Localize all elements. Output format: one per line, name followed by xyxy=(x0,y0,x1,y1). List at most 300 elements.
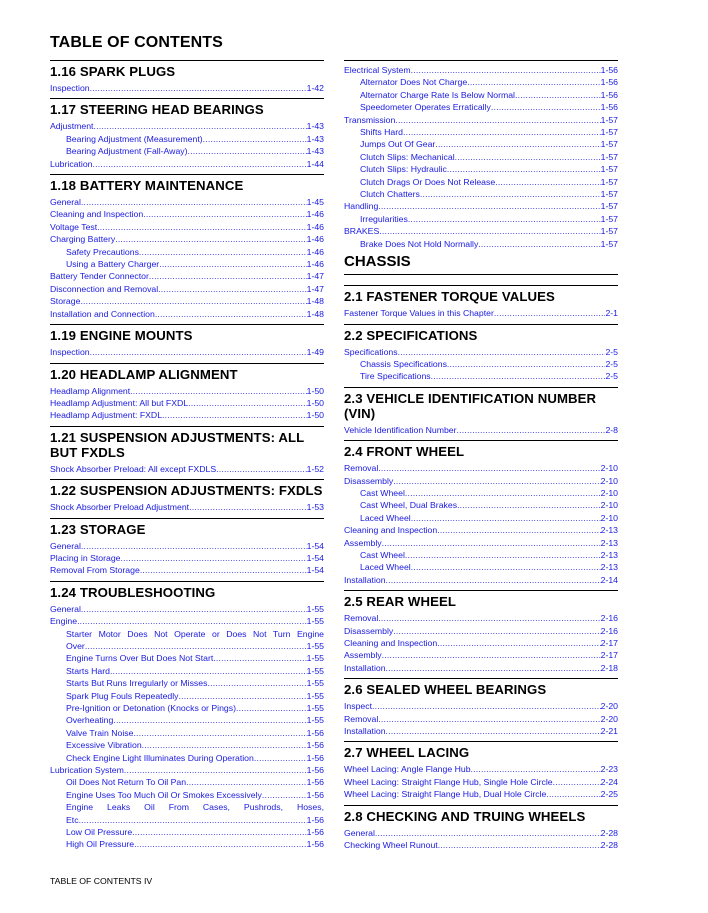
toc-entry-link[interactable] xyxy=(50,552,324,564)
toc-entry-label: Oil Does Not Return To Oil Pan xyxy=(66,777,187,788)
toc-entry-wrapped-line[interactable]: Starter Motor Does Not Operate or Does Not Turn Engine xyxy=(66,628,324,639)
dot-leader xyxy=(158,283,306,295)
toc-entry-wrapped-line[interactable]: Engine Leaks Oil From Cases, Pushrods, Hoses, xyxy=(66,802,324,813)
toc-entry-page: 1-56 xyxy=(306,765,324,776)
toc-entry-page: 1-57 xyxy=(600,213,618,224)
toc-entry-label: Starts But Runs Irregularly or Misses xyxy=(66,678,208,689)
toc-entry-label: Wheel Lacing: Angle Flange Hub xyxy=(344,764,471,775)
toc-entry-label: Placing in Storage xyxy=(50,552,121,563)
toc-entry-page: 1-56 xyxy=(600,65,618,75)
toc-entry-link[interactable] xyxy=(344,346,618,358)
dot-leader xyxy=(478,238,600,250)
dot-leader xyxy=(405,549,601,561)
toc-entry-link[interactable] xyxy=(50,690,324,702)
toc-entry-link[interactable] xyxy=(50,308,324,320)
toc-section xyxy=(50,581,324,851)
toc-entry-link[interactable] xyxy=(50,385,324,397)
toc-entry-link[interactable] xyxy=(344,64,618,76)
dot-leader xyxy=(113,714,306,726)
toc-entry-link[interactable] xyxy=(344,700,618,712)
toc-entry-label: General xyxy=(344,827,375,838)
dot-leader xyxy=(435,138,600,150)
toc-entry-label: Voltage Test xyxy=(50,221,98,232)
toc-entry-label: High Oil Pressure xyxy=(66,839,135,850)
toc-entry-link[interactable] xyxy=(344,612,618,624)
toc-entry-link[interactable] xyxy=(50,295,324,307)
toc-entry-page: 2-10 xyxy=(600,512,618,523)
dot-leader xyxy=(90,346,307,358)
toc-entry-link[interactable] xyxy=(344,561,618,573)
toc-entry-page: 2-21 xyxy=(600,726,618,737)
dot-leader xyxy=(395,114,600,126)
toc-entry-page: 1-56 xyxy=(306,789,324,800)
toc-entry-link[interactable] xyxy=(344,89,618,101)
toc-entry-link[interactable] xyxy=(344,370,618,382)
toc-entry-label: Low Oil Pressure xyxy=(66,827,133,838)
toc-entry-page: 2-17 xyxy=(600,638,618,648)
toc-entry-label: Clutch Slips: Hydraulic xyxy=(360,164,447,175)
toc-entry-page: 1-55 xyxy=(306,678,324,689)
section-heading: 1.19 ENGINE MOUNTS xyxy=(50,324,324,343)
toc-entry-page: 1-56 xyxy=(306,814,324,825)
toc-entry-page: 1-56 xyxy=(306,777,324,788)
toc-entry-page: 1-50 xyxy=(306,385,324,396)
toc-entry-link[interactable] xyxy=(50,714,324,726)
toc-entry-page: 1-46 xyxy=(306,234,324,245)
dot-leader xyxy=(378,462,600,474)
dot-leader xyxy=(386,662,601,674)
section-heading: 2.3 VEHICLE IDENTIFICATION NUMBER (VIN) xyxy=(344,387,618,421)
toc-entry-link[interactable] xyxy=(344,462,618,474)
toc-entry-page: 2-16 xyxy=(600,625,618,636)
toc-entry-link[interactable] xyxy=(50,283,324,295)
toc-entry-page: 2-13 xyxy=(600,537,618,548)
toc-entry-label: Disassembly xyxy=(344,625,394,636)
dot-leader xyxy=(393,475,600,487)
toc-entry-link[interactable] xyxy=(50,409,324,421)
toc-entry-link[interactable] xyxy=(344,213,618,225)
toc-entry-page: 1-50 xyxy=(306,410,324,421)
toc-entry-link[interactable] xyxy=(344,713,618,725)
toc-entry-list xyxy=(50,196,324,320)
dot-leader xyxy=(80,295,306,307)
toc-entry-page: 1-55 xyxy=(306,665,324,676)
toc-entry-page: 1-57 xyxy=(600,189,618,200)
dot-leader xyxy=(133,727,306,739)
toc-entry-list xyxy=(344,424,618,436)
toc-entry-label: Headlamp Alignment xyxy=(50,385,131,396)
toc-entry-page: 2-5 xyxy=(605,371,618,382)
toc-entry-link[interactable] xyxy=(344,163,618,175)
toc-entry-list xyxy=(344,346,618,383)
toc-entry-page: 1-57 xyxy=(600,151,618,162)
toc-entry-link[interactable] xyxy=(344,649,618,661)
toc-entry-label: Check Engine Light Illuminates During Operation xyxy=(66,752,254,763)
toc-entry-label: General xyxy=(50,603,81,614)
toc-entry-link[interactable] xyxy=(50,764,324,776)
toc-entry-list xyxy=(344,307,618,319)
toc-entry-page: 1-55 xyxy=(306,640,324,651)
dot-leader xyxy=(438,839,601,851)
toc-entry-label: Cast Wheel xyxy=(360,487,405,498)
toc-entry-link[interactable] xyxy=(50,540,324,552)
section-heading: 2.6 SEALED WHEEL BEARINGS xyxy=(344,678,618,697)
toc-entry-link[interactable] xyxy=(344,549,618,561)
toc-entry-page: 1-46 xyxy=(306,246,324,257)
toc-right-column xyxy=(344,60,618,851)
toc-section xyxy=(344,285,618,319)
toc-entry-label: Wheel Lacing: Straight Flange Hub, Single Hole Circle xyxy=(344,776,553,787)
toc-entry-link[interactable] xyxy=(344,138,618,150)
toc-section xyxy=(344,678,618,737)
toc-entry-page: 1-57 xyxy=(600,176,618,187)
toc-entry-link[interactable] xyxy=(50,776,324,788)
dot-leader xyxy=(93,158,307,170)
toc-entry-link[interactable] xyxy=(50,346,324,358)
dot-leader xyxy=(491,101,601,113)
toc-entry-page: 1-56 xyxy=(306,752,324,763)
section-heading: 2.2 SPECIFICATIONS xyxy=(344,324,618,343)
toc-entry-link[interactable] xyxy=(344,176,618,188)
toc-entry-label: Engine xyxy=(50,616,78,627)
dot-leader xyxy=(236,702,307,714)
toc-entry-link[interactable] xyxy=(344,524,618,536)
toc-entry-page: 2-28 xyxy=(600,840,618,851)
section-heading: 1.16 SPARK PLUGS xyxy=(50,60,324,79)
toc-entry-link[interactable] xyxy=(344,839,618,851)
dot-leader xyxy=(457,499,601,511)
toc-entry-label: Assembly xyxy=(344,537,382,548)
toc-entry-label: Headlamp Adjustment: FXDL xyxy=(50,410,163,421)
toc-entry-label: Transmission xyxy=(344,114,396,125)
toc-entry-link[interactable] xyxy=(344,574,618,586)
toc-entry-page: 2-8 xyxy=(605,424,618,435)
toc-entry-link[interactable] xyxy=(50,501,324,513)
toc-entry-label: Installation and Connection xyxy=(50,308,155,319)
toc-entry-link[interactable] xyxy=(344,424,618,436)
page-title: TABLE OF CONTENTS xyxy=(50,34,223,51)
toc-entry-link[interactable] xyxy=(344,188,618,200)
toc-section xyxy=(344,741,618,800)
toc-entry-list xyxy=(344,700,618,737)
toc-entry-page: 2-13 xyxy=(600,562,618,573)
toc-entry-link[interactable] xyxy=(344,776,618,788)
toc-entry-link[interactable] xyxy=(344,114,618,126)
dot-leader xyxy=(121,552,307,564)
toc-entry-label: Safety Precautions xyxy=(66,246,139,257)
toc-entry-page: 1-56 xyxy=(306,827,324,838)
toc-entry-list xyxy=(50,82,324,94)
toc-entry-label: Shock Absorber Preload: All except FXDLS xyxy=(50,463,217,474)
toc-entry-link[interactable] xyxy=(50,208,324,220)
toc-entry-label: Lubrication xyxy=(50,158,93,169)
toc-entry-label: Excessive Vibration xyxy=(66,740,142,751)
dot-leader xyxy=(375,827,601,839)
dot-leader xyxy=(85,640,307,652)
dot-leader xyxy=(411,561,601,573)
toc-entry-label: Starts Hard xyxy=(66,665,110,676)
toc-entry-link[interactable] xyxy=(344,512,618,524)
toc-entry-label: Cleaning and Inspection xyxy=(50,209,144,220)
toc-entry-link[interactable] xyxy=(50,221,324,233)
dot-leader xyxy=(494,307,606,319)
toc-section xyxy=(50,98,324,170)
dot-leader xyxy=(162,409,307,421)
dot-leader xyxy=(437,524,600,536)
dot-leader xyxy=(134,838,307,850)
toc-entry-page: 1-55 xyxy=(306,616,324,627)
dot-leader xyxy=(382,537,601,549)
toc-entry-link[interactable] xyxy=(50,615,324,627)
dot-leader xyxy=(213,652,306,664)
toc-entry-list xyxy=(344,64,618,250)
dot-leader xyxy=(132,826,306,838)
section-heading: 2.7 WHEEL LACING xyxy=(344,741,618,760)
toc-entry-list xyxy=(50,603,324,851)
toc-entry-page: 2-1 xyxy=(605,308,618,319)
dot-leader xyxy=(81,196,307,208)
toc-entry-list xyxy=(50,346,324,358)
toc-entry-page: 1-53 xyxy=(306,502,324,513)
toc-entry-link[interactable] xyxy=(50,120,324,132)
toc-section xyxy=(50,363,324,422)
toc-entry-label: Specifications xyxy=(344,346,398,357)
toc-entry-page: 2-5 xyxy=(605,346,618,357)
dot-leader xyxy=(437,637,600,649)
toc-entry-page: 1-48 xyxy=(306,308,324,319)
toc-entry-page: 1-56 xyxy=(306,839,324,850)
toc-entry-link[interactable] xyxy=(344,101,618,113)
toc-entry-page: 1-56 xyxy=(306,740,324,751)
toc-entry-page: 1-57 xyxy=(600,201,618,212)
dot-leader xyxy=(378,713,600,725)
dot-leader xyxy=(411,512,601,524)
toc-entry-label: Clutch Slips: Mechanical xyxy=(360,151,455,162)
toc-entry-label: Tire Specifications xyxy=(360,371,431,382)
toc-entry-link[interactable] xyxy=(344,637,618,649)
dot-leader xyxy=(188,145,307,157)
toc-entry-link[interactable] xyxy=(50,158,324,170)
toc-entry-link[interactable] xyxy=(344,151,618,163)
toc-entry-label: Laced Wheel xyxy=(360,512,411,523)
toc-entry-page: 1-57 xyxy=(600,139,618,150)
toc-entry-label: Lubrication System xyxy=(50,765,124,776)
toc-entry-link[interactable] xyxy=(50,677,324,689)
toc-entry-page: 2-28 xyxy=(600,827,618,838)
toc-entry-link[interactable] xyxy=(50,270,324,282)
toc-section xyxy=(344,440,618,586)
toc-entry-label: Pre-Ignition or Detonation (Knocks or Pings) xyxy=(66,703,236,713)
toc-entry-page: 1-56 xyxy=(600,89,618,100)
toc-entry-label: Using a Battery Charger xyxy=(66,259,160,270)
toc-entry-label: Spark Plug Fouls Repeatedly xyxy=(66,690,179,701)
toc-entry-link[interactable] xyxy=(50,246,324,258)
toc-entry-label: Over xyxy=(66,640,85,651)
toc-entry-link[interactable] xyxy=(344,238,618,250)
toc-entry-link[interactable] xyxy=(50,603,324,615)
toc-entry-link[interactable] xyxy=(50,814,324,826)
dot-leader xyxy=(379,225,600,237)
toc-entry-link[interactable] xyxy=(50,752,324,764)
dot-leader xyxy=(124,764,307,776)
toc-entry-page: 1-56 xyxy=(600,102,618,113)
toc-entry-link[interactable] xyxy=(344,225,618,237)
toc-entry-link[interactable] xyxy=(344,487,618,499)
section-heading: 1.24 TROUBLESHOOTING xyxy=(50,581,324,600)
toc-entry-link[interactable] xyxy=(344,827,618,839)
section-heading: 1.20 HEADLAMP ALIGNMENT xyxy=(50,363,324,382)
toc-entry-link[interactable] xyxy=(344,307,618,319)
toc-entry-link[interactable] xyxy=(344,725,618,737)
toc-entry-link[interactable] xyxy=(50,826,324,838)
toc-entry-label: Removal From Storage xyxy=(50,565,140,576)
toc-entry-label: Inspection xyxy=(50,347,90,358)
toc-entry-link[interactable] xyxy=(50,463,324,475)
toc-entry-link[interactable] xyxy=(50,233,324,245)
toc-entry-link[interactable] xyxy=(50,133,324,145)
toc-section xyxy=(344,590,618,674)
dot-leader xyxy=(79,814,307,826)
toc-entry-page: 2-18 xyxy=(600,662,618,673)
toc-entry-link[interactable] xyxy=(50,145,324,157)
toc-entry-link[interactable] xyxy=(344,126,618,138)
toc-entry-link[interactable] xyxy=(50,727,324,739)
section-heading: 1.22 SUSPENSION ADJUSTMENTS: FXDLS xyxy=(50,479,324,498)
dot-leader xyxy=(382,649,601,661)
toc-entry-label: Adjustment xyxy=(50,121,94,132)
toc-entry-label: General xyxy=(50,540,81,551)
toc-entry-link[interactable] xyxy=(50,258,324,270)
toc-entry-page: 1-55 xyxy=(306,690,324,701)
toc-entry-label: Removal xyxy=(344,713,379,724)
toc-entry-link[interactable] xyxy=(50,739,324,751)
toc-entry-page: 1-44 xyxy=(306,158,324,169)
dot-leader xyxy=(420,188,601,200)
toc-entry-link[interactable] xyxy=(344,200,618,212)
toc-section xyxy=(344,324,618,383)
toc-entry-label: Checking Wheel Runout xyxy=(344,840,438,851)
toc-entry-page: 2-20 xyxy=(600,701,618,712)
toc-entry-link[interactable] xyxy=(344,788,618,800)
toc-entry-label: Clutch Chatters xyxy=(360,189,420,200)
toc-entry-list xyxy=(344,612,618,674)
toc-entry-label: Jumps Out Of Gear xyxy=(360,139,436,150)
toc-entry-label: Headlamp Adjustment: All but FXDL xyxy=(50,397,189,408)
toc-entry-link[interactable] xyxy=(50,82,324,94)
toc-entry-link[interactable] xyxy=(50,838,324,850)
toc-entry-label: Disassembly xyxy=(344,475,394,486)
dot-leader xyxy=(403,126,601,138)
toc-entry-link[interactable] xyxy=(50,652,324,664)
chapter-title: CHASSIS xyxy=(344,253,618,275)
dot-leader xyxy=(411,64,601,76)
toc-entry-label: Battery Tender Connector xyxy=(50,271,149,282)
dot-leader xyxy=(97,221,306,233)
dot-leader xyxy=(386,574,601,586)
toc-entry-page: 1-57 xyxy=(600,238,618,249)
dot-leader xyxy=(142,739,307,751)
section-heading: 2.4 FRONT WHEEL xyxy=(344,440,618,459)
toc-entry-label: Speedometer Operates Erratically xyxy=(360,102,491,113)
dot-leader xyxy=(93,120,306,132)
toc-entry-page: 1-55 xyxy=(306,653,324,664)
toc-entry-link[interactable] xyxy=(50,196,324,208)
toc-section xyxy=(344,64,618,250)
toc-entry-page: 1-49 xyxy=(306,347,324,358)
toc-entry-link[interactable] xyxy=(344,537,618,549)
dot-leader xyxy=(203,133,307,145)
toc-left-column xyxy=(50,60,324,851)
dot-leader xyxy=(386,725,601,737)
toc-entry-list xyxy=(50,385,324,422)
toc-entry-link[interactable] xyxy=(50,702,324,714)
toc-entry-label: Vehicle Identification Number xyxy=(344,424,457,435)
toc-entry-link[interactable] xyxy=(344,475,618,487)
toc-section xyxy=(50,60,324,94)
toc-entry-label: Valve Train Noise xyxy=(66,727,134,738)
toc-entry-link[interactable] xyxy=(344,499,618,511)
toc-entry-label: Handling xyxy=(344,201,379,212)
toc-entry-page: 1-43 xyxy=(306,121,324,132)
toc-entry-page: 2-23 xyxy=(600,764,618,775)
toc-entry-list xyxy=(344,827,618,852)
toc-entry-link[interactable] xyxy=(344,625,618,637)
toc-entry-page: 1-54 xyxy=(306,540,324,551)
page-footer: TABLE OF CONTENTS IV xyxy=(50,876,153,886)
toc-entry-link[interactable] xyxy=(50,397,324,409)
dot-leader xyxy=(393,625,600,637)
toc-entry-link[interactable] xyxy=(344,358,618,370)
dot-leader xyxy=(408,213,601,225)
dot-leader xyxy=(186,776,307,788)
toc-entry-page: 2-24 xyxy=(600,776,618,787)
toc-entry-link[interactable] xyxy=(50,640,324,652)
toc-entry-label: Inspect xyxy=(344,701,373,712)
toc-entry-link[interactable] xyxy=(50,564,324,576)
toc-entry-label: General xyxy=(50,197,81,208)
toc-entry-label: Removal xyxy=(344,613,379,624)
section-heading: 2.1 FASTENER TORQUE VALUES xyxy=(344,285,618,304)
toc-entry-page: 2-14 xyxy=(600,574,618,585)
toc-entry-page: 1-43 xyxy=(306,133,324,144)
dot-leader xyxy=(188,397,307,409)
toc-entry-page: 1-46 xyxy=(306,221,324,232)
dot-leader xyxy=(495,176,600,188)
section-heading: 2.8 CHECKING AND TRUING WHEELS xyxy=(344,805,618,824)
dot-leader xyxy=(471,763,601,775)
toc-entry-label: Engine Uses Too Much Oil Or Smokes Excessively xyxy=(66,789,262,800)
dot-leader xyxy=(447,358,606,370)
toc-section xyxy=(344,805,618,852)
toc-entry-page: 2-13 xyxy=(600,549,618,560)
toc-entry-page: 1-42 xyxy=(306,83,324,93)
dot-leader xyxy=(207,677,306,689)
toc-entry-list xyxy=(344,462,618,586)
toc-entry-link[interactable] xyxy=(344,763,618,775)
toc-entry-link[interactable] xyxy=(50,665,324,677)
toc-entry-page: 1-43 xyxy=(306,146,324,157)
dot-leader xyxy=(431,370,606,382)
toc-entry-label: Overheating xyxy=(66,715,114,726)
toc-entry-list xyxy=(344,763,618,800)
toc-section xyxy=(50,518,324,577)
dot-leader xyxy=(515,89,601,101)
toc-entry-link[interactable] xyxy=(344,76,618,88)
dot-leader xyxy=(115,233,306,245)
toc-entry-link[interactable] xyxy=(50,789,324,801)
toc-entry-link[interactable] xyxy=(344,662,618,674)
dot-leader xyxy=(216,463,306,475)
